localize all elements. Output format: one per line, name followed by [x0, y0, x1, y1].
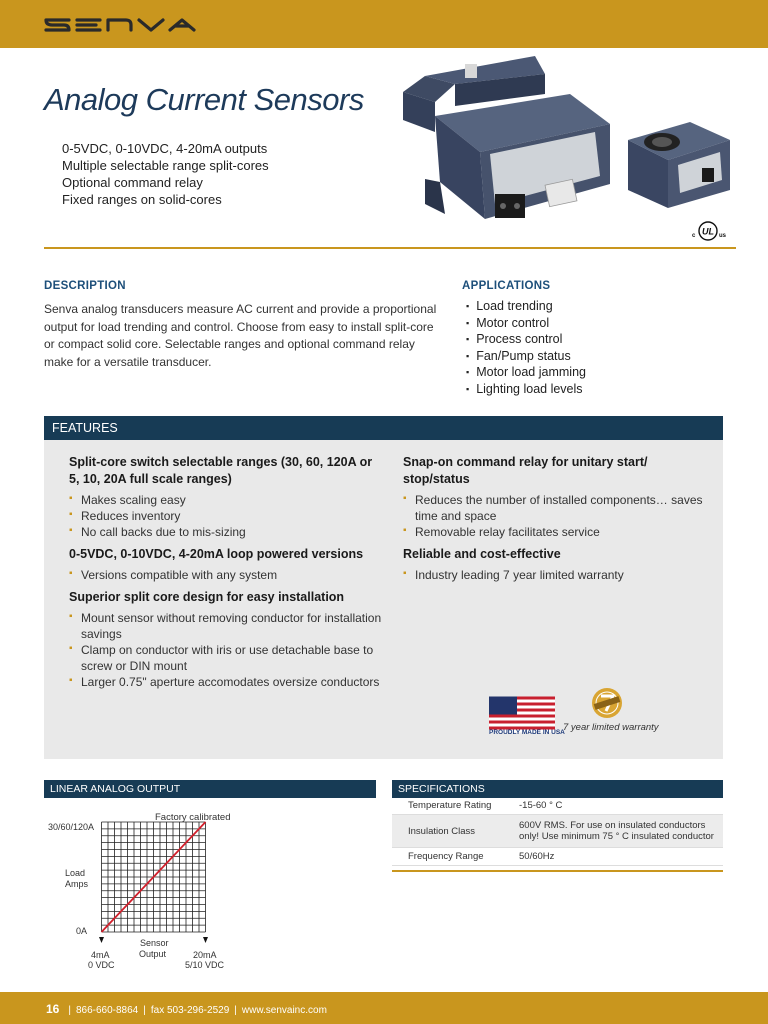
list-item: ▪ Fan/Pump status [466, 349, 586, 366]
warranty-label: 7 year limited warranty [563, 722, 659, 733]
svg-text:us: us [719, 233, 727, 239]
list-item: ▪ Lighting load levels [466, 382, 586, 399]
linear-output-chart [44, 806, 344, 974]
list-item: ▪ Reduces inventory [69, 508, 384, 524]
features-right-column [403, 454, 703, 589]
svg-text:c: c [692, 233, 696, 239]
applications-list [466, 299, 586, 399]
footer-web-link[interactable]: www.senvainc.com [241, 1005, 327, 1016]
spec-value: -15-60 ° C [511, 797, 723, 815]
list-item: ▪ Reduces the number of installed components… saves time and space [403, 492, 703, 524]
page-number: 16 [46, 1002, 60, 1016]
feature-title: Superior split core design for easy installation [69, 590, 345, 604]
list-item: ▪ Motor control [466, 316, 586, 333]
features-section [44, 416, 723, 759]
page-title: Analog Current Sensors [44, 82, 364, 117]
senva-logo [44, 12, 204, 38]
spec-label: Temperature Rating [392, 797, 511, 815]
intro-list [62, 140, 269, 208]
list-item: ▪ Versions compatible with any system [69, 567, 384, 583]
intro-item: 0-5VDC, 0-10VDC, 4-20mA outputs [62, 141, 268, 156]
feature-title: 0-5VDC, 0-10VDC, 4-20mA loop powered versions [69, 547, 364, 561]
list-item: ▪ Load trending [466, 299, 586, 316]
ul-listed-icon [688, 220, 734, 242]
spec-value: 50/60Hz [511, 848, 723, 866]
divider [392, 870, 723, 872]
intro-item: Optional command relay [62, 175, 203, 190]
solid-core-sensor-image [620, 110, 732, 210]
list-item: ▪ Larger 0.75" aperture accomodates oversize conductors [69, 674, 384, 690]
table-row [392, 797, 723, 815]
intro-item: Multiple selectable range split-cores [62, 158, 269, 173]
x-tick-left: 0 VDC [88, 960, 115, 970]
table-row [392, 815, 723, 848]
footer-fax: fax 503-296-2529 [150, 1005, 230, 1016]
made-in-usa-label: PROUDLY MADE IN USA [489, 729, 565, 736]
specifications-heading: SPECIFICATIONS [392, 780, 723, 798]
spec-value: 600V RMS. For use on insulated conductors only! Use minimum 75 ° C insulated conductor [511, 815, 723, 848]
table-row [392, 848, 723, 866]
list-item: ▪ No call backs due to mis-sizing [69, 524, 384, 540]
y-tick-top: 30/60/120A [48, 822, 95, 832]
features-left-column [69, 454, 384, 696]
chart-title: Factory calibrated [155, 812, 231, 823]
list-item: ▪ Process control [466, 332, 586, 349]
spec-label: Frequency Range [392, 848, 511, 866]
specifications-table [392, 797, 723, 866]
list-item: ▪ Makes scaling easy [69, 492, 384, 508]
linear-output-heading: LINEAR ANALOG OUTPUT [44, 780, 376, 798]
y-tick-bottom: 0A [76, 926, 88, 936]
warranty-badge-icon [590, 687, 624, 719]
spec-label: Insulation Class [392, 815, 511, 848]
description-heading: DESCRIPTION [44, 280, 126, 292]
intro-item: Fixed ranges on solid-cores [62, 192, 222, 207]
applications-heading: APPLICATIONS [462, 280, 551, 292]
header-bar [0, 0, 768, 48]
list-item: ▪ Removable relay facilitates service [403, 524, 703, 540]
footer-text: 16 | 866-660-8864 | fax 503-296-2529 | www.senvainc.com [46, 1002, 327, 1016]
list-item: ▪ Motor load jamming [466, 365, 586, 382]
x-tick-right: 20mA [193, 950, 217, 960]
feature-title: Reliable and cost-effective [403, 547, 561, 561]
list-item: ▪ Clamp on conductor with iris or use detachable base to screw or DIN mount [69, 642, 384, 674]
x-axis-label: Output [139, 949, 167, 959]
feature-title: Split-core switch selectable ranges (30, 60, 120A or 5, 10, 20A full scale ranges) [69, 455, 373, 486]
y-axis-label: Amps [65, 879, 89, 889]
list-item: ▪ Industry leading 7 year limited warranty [403, 567, 703, 583]
footer-phone: 866-660-8864 [75, 1005, 139, 1016]
x-tick-right: 5/10 VDC [185, 960, 225, 970]
y-axis-label: Load [65, 868, 86, 878]
description-text: Senva analog transducers measure AC current and provide a proportional output for load trending and control. Choose from easy to install split-core or compact solid core. Selectable ranges and optional command relay make for a versatile transducer. [44, 302, 437, 369]
axis-arrow-right [203, 937, 208, 943]
features-heading: FEATURES [44, 416, 723, 440]
divider [44, 247, 736, 249]
axis-arrow-left [99, 937, 104, 943]
list-item: ▪ Mount sensor without removing conductor for installation savings [69, 610, 384, 642]
feature-title: Snap-on command relay for unitary start/ stop/status [403, 455, 648, 486]
split-core-sensor-image [395, 54, 620, 234]
x-axis-label: Sensor [140, 938, 169, 948]
svg-text:UL: UL [702, 226, 714, 237]
x-tick-left: 4mA [91, 950, 110, 960]
